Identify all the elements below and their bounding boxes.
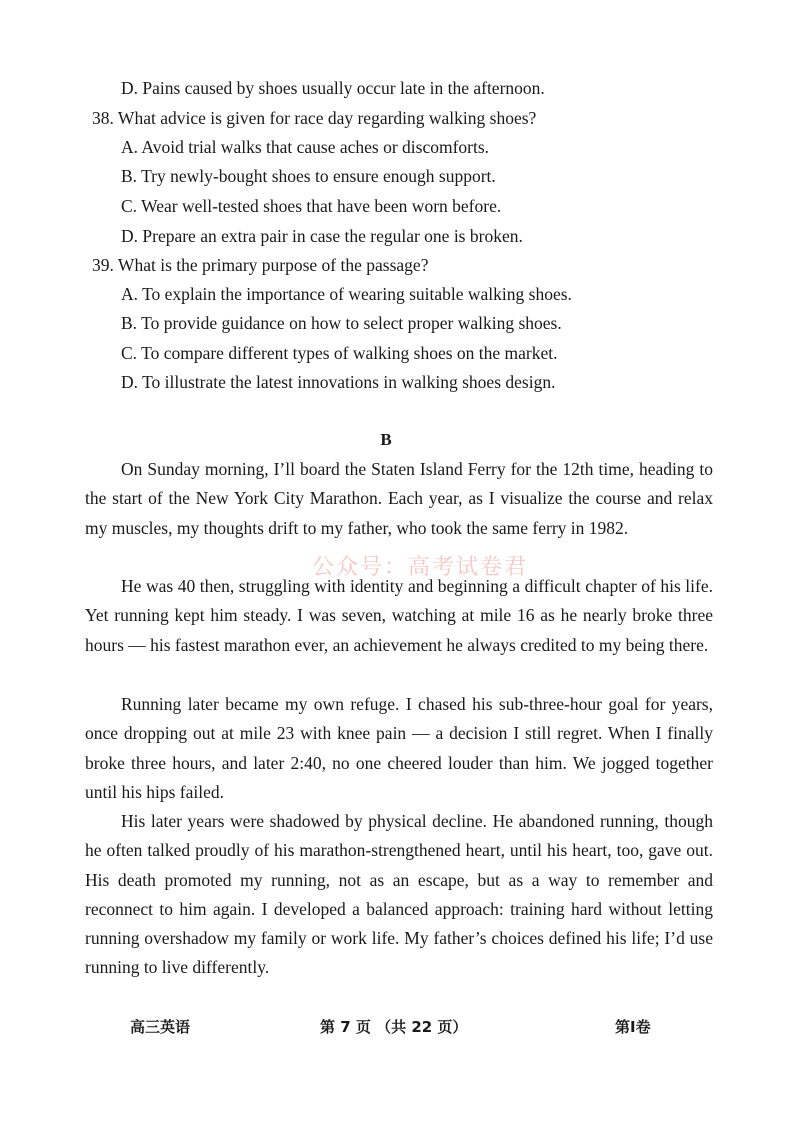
q38-option-b: B. Try newly-bought shoes to ensure enough support. xyxy=(121,166,496,186)
passage-paragraph-3: Running later became my own refuge. I chased his sub-three-hour goal for years, once dropping out at mile 23 with knee pain — a decision I still regret. When I finally broke three hours, and later 2:40, no one cheered louder than him. We jogged together until his hips failed. xyxy=(85,694,713,802)
q39-option-d: D. To illustrate the latest innovations in walking shoes design. xyxy=(121,372,556,392)
q38-option-a: A. Avoid trial walks that cause aches or discomforts. xyxy=(121,137,490,157)
passage-paragraph-4: His later years were shadowed by physical decline. He abandoned running, though he often talked proudly of his marathon-strengthened heart, until his heart, too, gave out. His death promoted my running, not as an escape, but as a way to remember and reconnect to him again. I developed a balanced approach: training hard without letting running overshadow my family or work life. My father’s choices defined his life; I’d use running to live differently. xyxy=(85,811,713,978)
section-heading: B xyxy=(380,430,392,449)
footer-volume: 第Ⅰ卷 xyxy=(615,1018,651,1036)
q39-option-c: C. To compare different types of walking shoes on the market. xyxy=(121,343,558,363)
passage-paragraph-1: On Sunday morning, I’ll board the Staten Island Ferry for the 12th time, heading to the start of the New York City Marathon. Each year, as I visualize the course and relax my muscles, my thoughts drift to my father, who took the same ferry in 1982. xyxy=(85,459,713,538)
q39-option-b: B. To provide guidance on how to select proper walking shoes. xyxy=(121,313,562,333)
q38-option-d: D. Prepare an extra pair in case the regular one is broken. xyxy=(121,226,523,246)
q38-option-c: C. Wear well-tested shoes that have been worn before. xyxy=(121,196,502,216)
passage-paragraph-2: He was 40 then, struggling with identity and beginning a difficult chapter of his life. Yet running kept him steady. I was seven, watching at mile 16 as he nearly broke three hours — his fastest marathon ever, an achievement he always credited to my being there. xyxy=(85,576,713,655)
footer-page-number: 第 7 页 （共 22 页） xyxy=(320,1018,468,1036)
watermark-text: 公众号：高考试卷君 xyxy=(312,555,529,580)
q39-stem: 39. What is the primary purpose of the passage? xyxy=(92,255,429,275)
q38-stem: 38. What advice is given for race day regarding walking shoes? xyxy=(92,108,537,128)
footer-subject: 高三英语 xyxy=(130,1018,191,1036)
q37-option-d: D. Pains caused by shoes usually occur late in the afternoon. xyxy=(121,78,545,98)
q39-option-a: A. To explain the importance of wearing suitable walking shoes. xyxy=(121,284,572,304)
